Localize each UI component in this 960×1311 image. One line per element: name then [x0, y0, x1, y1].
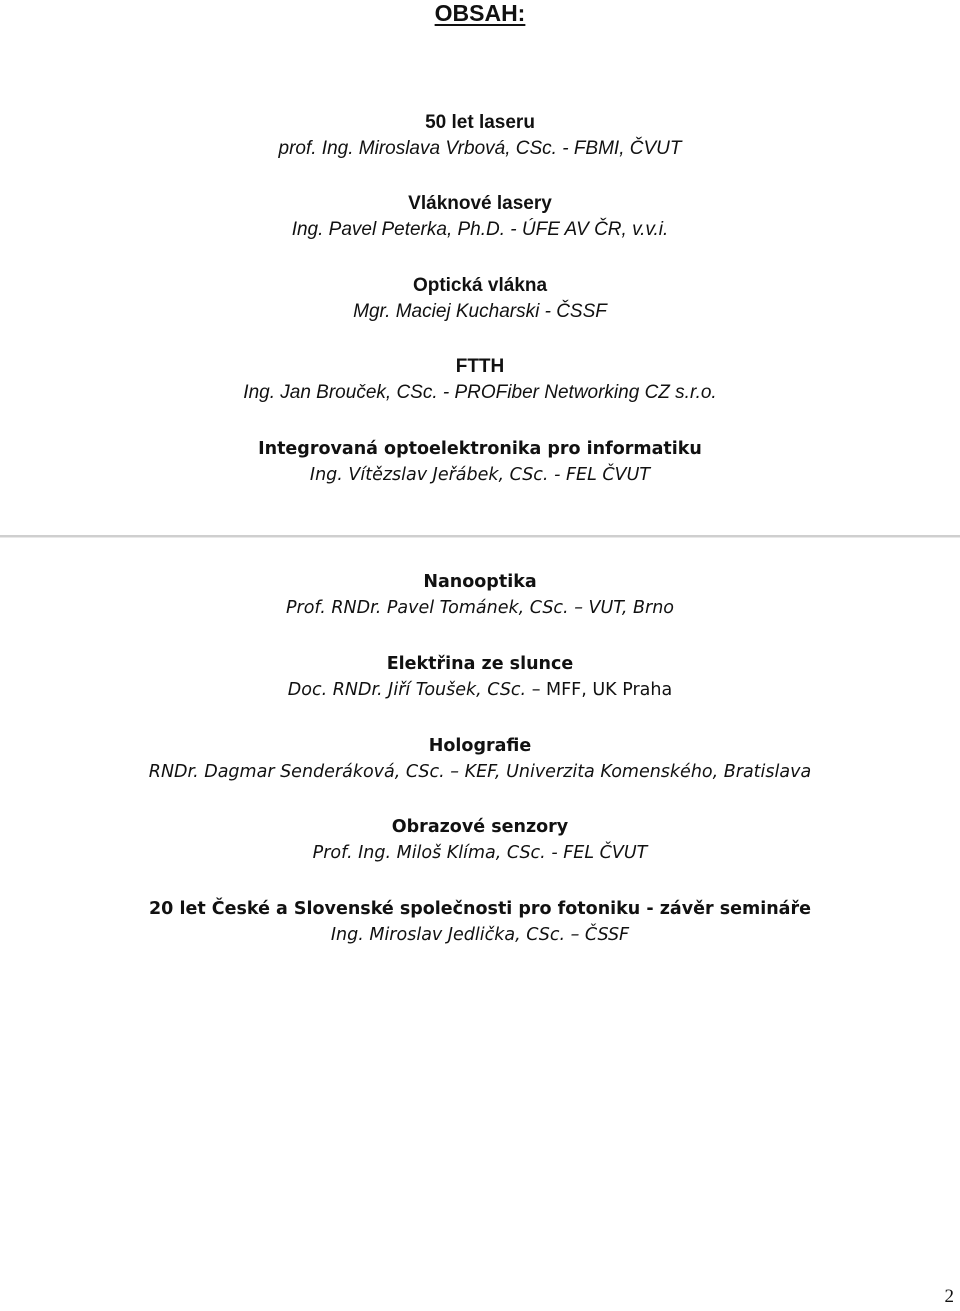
entry-heading: 50 let laseru — [425, 112, 535, 133]
toc-entry-society-anniversary — [0, 896, 960, 948]
author-affiliation: – VUT, Brno — [568, 598, 675, 618]
entry-author — [0, 677, 960, 703]
author-name: Ing. Pavel Peterka, Ph.D. — [291, 219, 506, 240]
author-affiliation: – MFF, UK Praha — [526, 680, 673, 700]
author-name: Ing. Vítězslav Jeřábek, CSc. — [309, 465, 549, 485]
author-name: prof. Ing. Miroslava Vrbová, CSc. — [278, 138, 557, 159]
author-affiliation: - ČSSF — [539, 301, 607, 322]
toc-entry-image-sensors — [0, 814, 960, 866]
toc-entry-holography — [0, 733, 960, 785]
entry-author — [0, 217, 960, 243]
toc-entry-integrated-optoelectronics — [0, 436, 960, 488]
author-name: Doc. RNDr. Jiří Toušek, CSc. — [287, 680, 527, 700]
entry-author — [0, 299, 960, 325]
entry-author — [0, 380, 960, 406]
entry-heading: FTTH — [455, 356, 505, 377]
entry-author — [0, 595, 960, 621]
author-affiliation: - FEL ČVUT — [548, 465, 651, 485]
entry-author — [0, 462, 960, 488]
author-affiliation: - FEL ČVUT — [545, 843, 648, 863]
author-name: RNDr. Dagmar Senderáková, CSc. — [148, 762, 445, 782]
author-affiliation: - PROFiber Networking CZ s.r.o. — [437, 382, 717, 403]
entry-author — [0, 840, 960, 866]
toc-entry-ftth — [0, 354, 960, 406]
author-affiliation: - ÚFE AV ČR, v.v.i. — [505, 219, 669, 240]
author-affiliation: – ČSSF — [565, 925, 630, 945]
page-title: OBSAH: — [434, 0, 526, 26]
author-affiliation: - FBMI, ČVUT — [556, 138, 682, 159]
section-divider — [0, 535, 960, 537]
author-name: Mgr. Maciej Kucharski — [353, 301, 540, 322]
entry-author — [0, 136, 960, 162]
toc-entry-fiber-lasers — [0, 191, 960, 243]
author-name: Ing. Miroslav Jedlička, CSc. — [330, 925, 566, 945]
toc-entry-laser-50 — [0, 110, 960, 162]
entry-heading: Obrazové senzory — [391, 817, 569, 837]
author-name: Ing. Jan Brouček, CSc. — [243, 382, 438, 403]
entry-heading: Elektřina ze slunce — [386, 654, 574, 674]
entry-heading: Nanooptika — [423, 572, 537, 592]
entry-author — [0, 922, 960, 948]
toc-entry-nanooptics — [0, 569, 960, 621]
author-affiliation: – KEF, Univerzita Komenského, Bratislava — [444, 762, 812, 782]
page-number: 2 — [944, 1286, 954, 1307]
entry-heading: Optická vlákna — [412, 275, 548, 296]
entry-heading: Vláknové lasery — [408, 193, 552, 214]
toc-entry-optical-fibers — [0, 273, 960, 325]
toc-entry-solar-electricity — [0, 651, 960, 703]
entry-heading: Holografie — [428, 736, 532, 756]
author-name: Prof. RNDr. Pavel Tománek, CSc. — [285, 598, 569, 618]
entry-heading: Integrovaná optoelektronika pro informatiku — [258, 439, 702, 459]
entry-heading: 20 let České a Slovenské společnosti pro fotoniku - závěr semináře — [149, 899, 811, 919]
author-name: Prof. Ing. Miloš Klíma, CSc. — [312, 843, 546, 863]
entry-author — [0, 759, 960, 785]
